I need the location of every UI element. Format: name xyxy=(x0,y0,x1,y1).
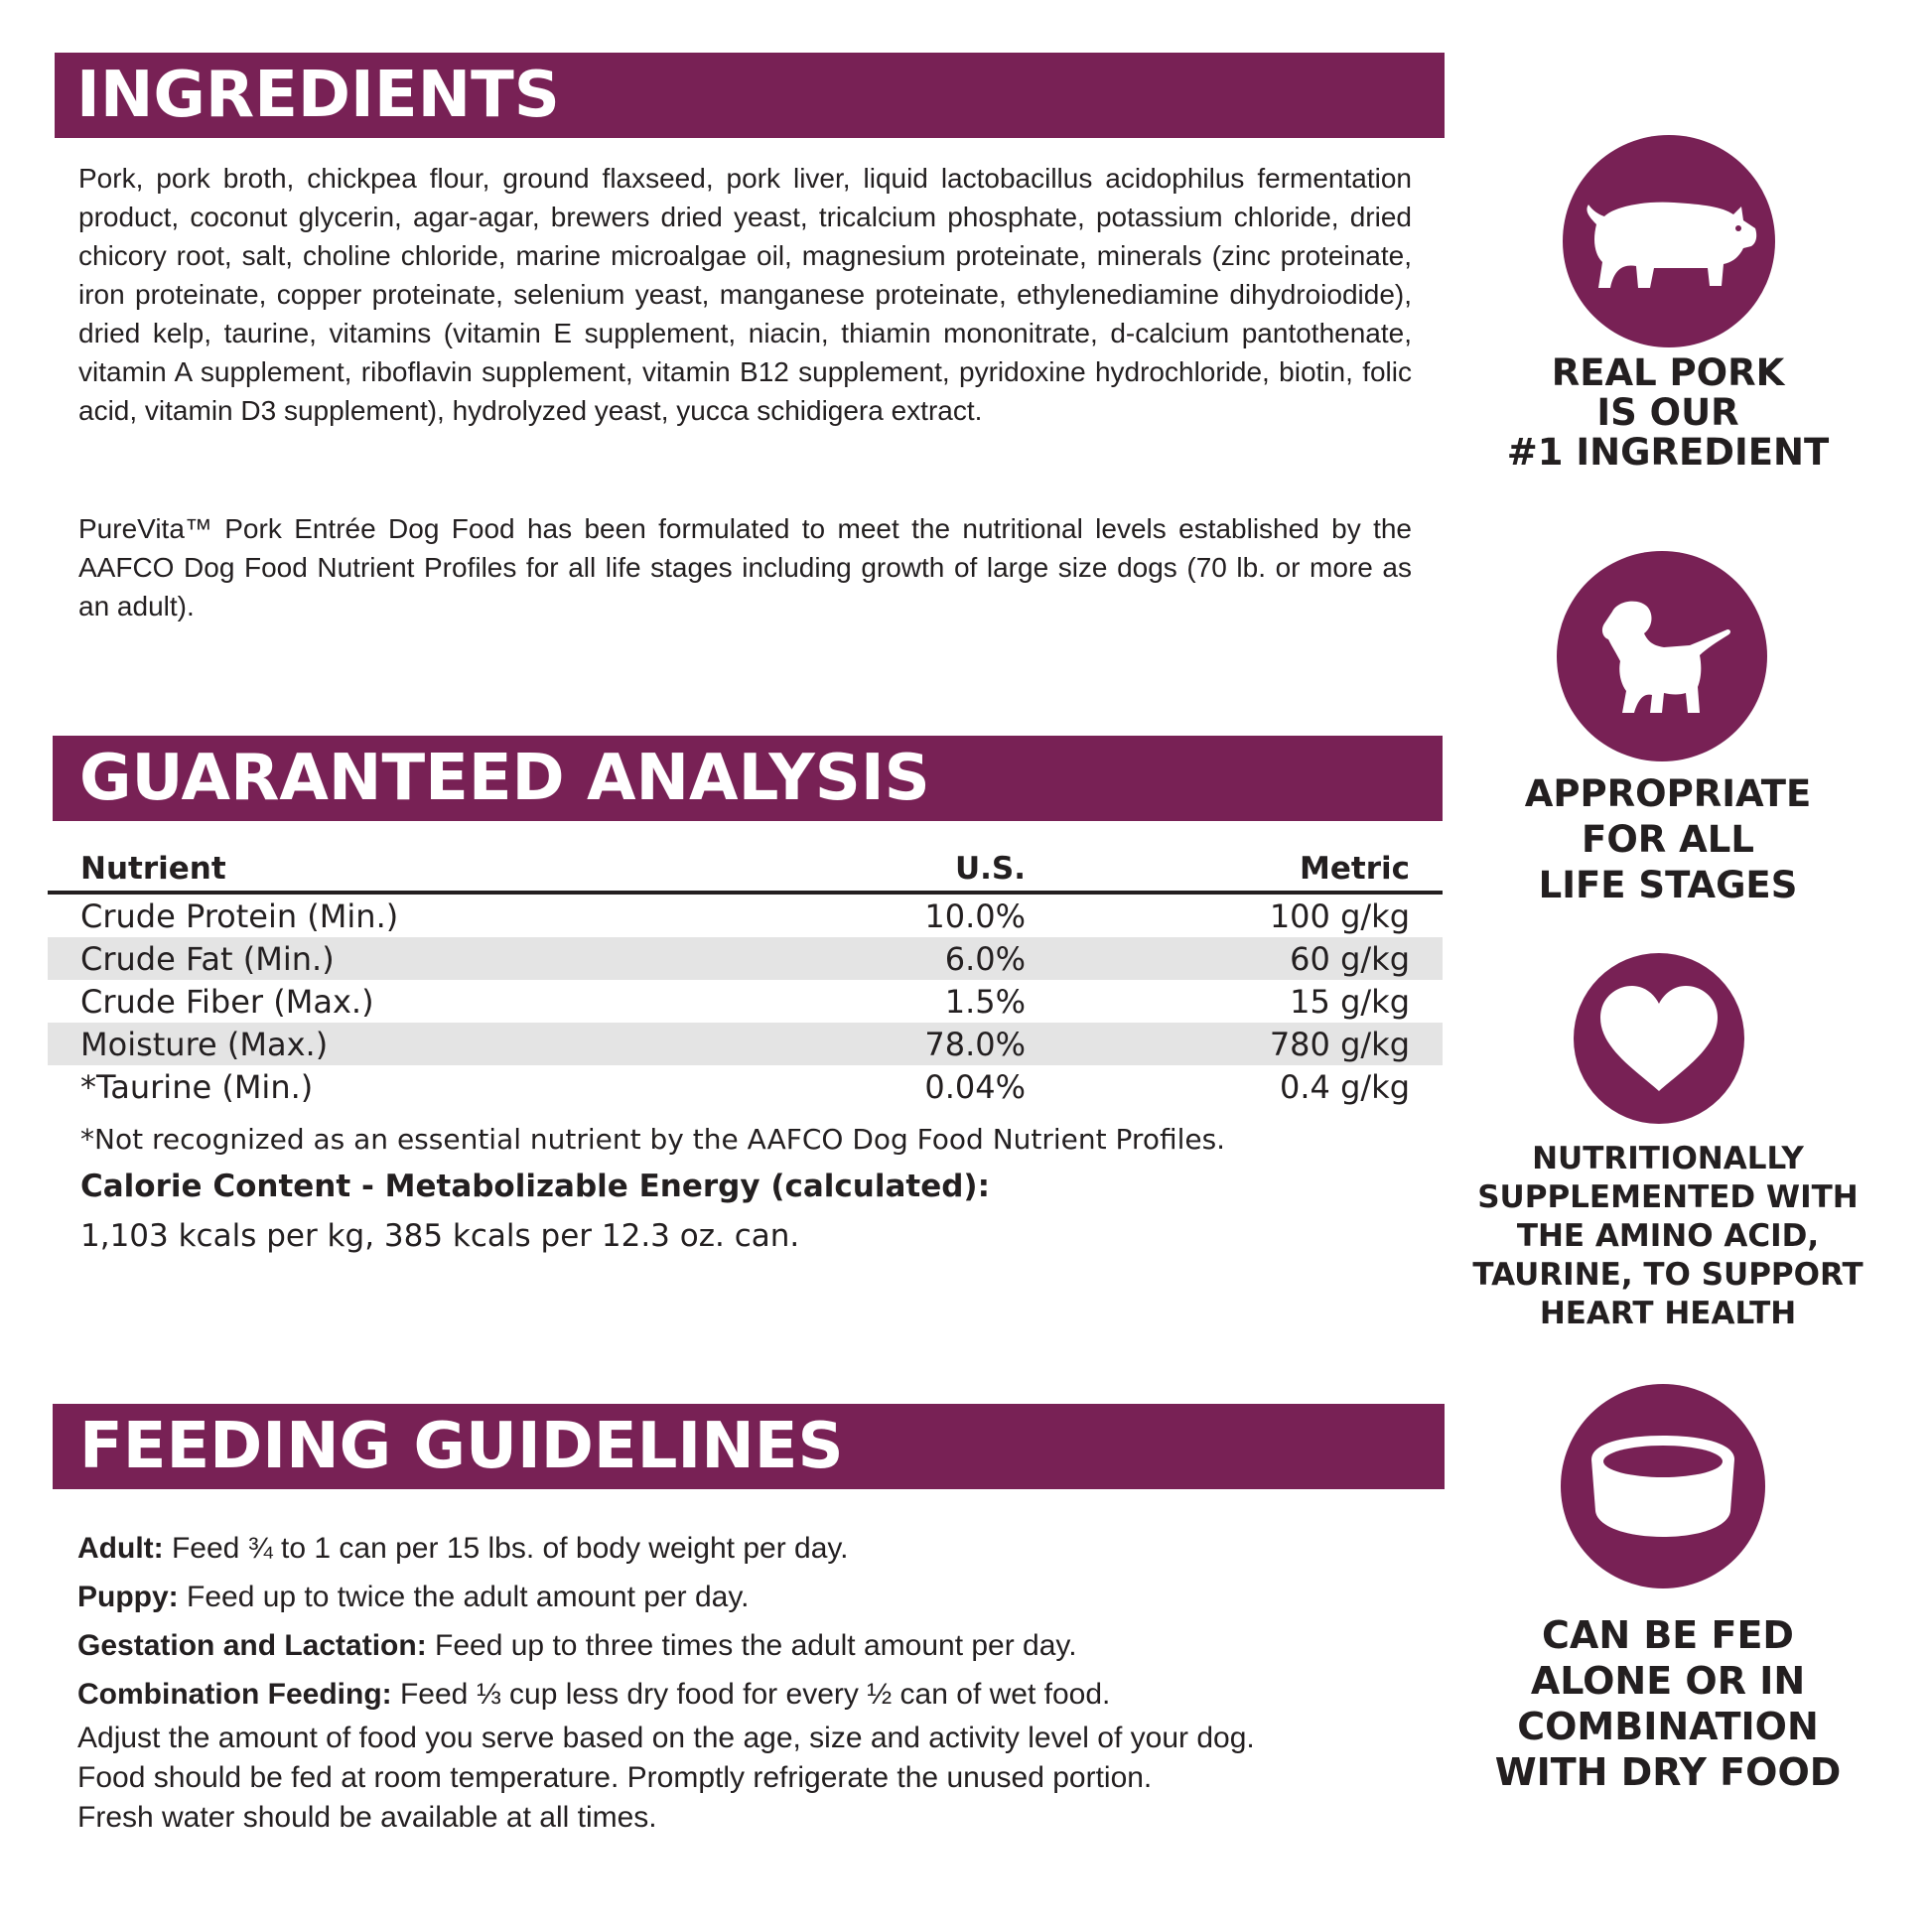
metric-cell: 100 g/kg xyxy=(1269,897,1410,935)
feeding-line-combination xyxy=(77,1670,1428,1719)
feeding-text: Feed up to three times the adult amount per day. xyxy=(426,1629,1077,1662)
feeding-label: Gestation and Lactation: xyxy=(77,1629,427,1662)
table-header-row xyxy=(48,846,1443,895)
feeding-label: Adult: xyxy=(77,1532,164,1565)
ingredients-heading: INGREDIENTS xyxy=(55,53,1445,138)
pig-icon xyxy=(1575,177,1763,306)
feeding-guidelines xyxy=(77,1524,1428,1838)
analysis-table xyxy=(48,846,1443,1108)
header-nutrient: Nutrient xyxy=(80,850,226,887)
feeding-heading: FEEDING GUIDELINES xyxy=(53,1404,1445,1489)
heart-badge xyxy=(1574,953,1744,1124)
badge-text-pork: REAL PORK IS OUR #1 INGREDIENT xyxy=(1506,351,1830,474)
pig-badge xyxy=(1563,135,1775,347)
ingredients-list: Pork, pork broth, chickpea flour, ground flaxseed, pork liver, liquid lactobacillus acidophilus fermentation product, coconut glycerin, agar-agar, brewers dried yeast, tricalcium phosphate, potassium chloride, dried chicory root, salt, choline chloride, marine microalgae oil, magnesium proteinate, minerals (zinc proteinate, iron proteinate, copper proteinate, selenium yeast, manganese proteinate, ethylenediamine dihydroiodide), dried kelp, taurine, vitamins (vitamin E supplement, niacin, thiamin mononitrate, d-calcium pantothenate, vitamin A supplement, riboflavin supplement, vitamin B12 supplement, pyridoxine hydrochloride, biotin, folic acid, vitamin D3 supplement), hydrolyzed yeast, yucca schidigera extract. xyxy=(78,163,1412,426)
feeding-text: Feed ⅓ cup less dry food for every ½ can of wet food. xyxy=(391,1678,1111,1711)
bowl-badge xyxy=(1561,1384,1765,1588)
badge-text-taurine: NUTRITIONALLY SUPPLEMENTED WITH THE AMINO ACID, TAURINE, TO SUPPORT HEART HEALTH xyxy=(1472,1141,1863,1331)
us-cell: 0.04% xyxy=(924,1067,1026,1106)
nutrient-cell: Crude Protein (Min.) xyxy=(80,897,399,935)
formulation-statement: PureVita™ Pork Entrée Dog Food has been formulated to meet the nutritional levels established by the AAFCO Dog Food Nutrient Profiles for all life stages including growth of large size dogs (70 lb. or more as an adult). xyxy=(78,513,1412,621)
us-cell: 6.0% xyxy=(944,939,1026,978)
table-row xyxy=(48,980,1443,1023)
metric-cell: 780 g/kg xyxy=(1269,1025,1410,1063)
table-row xyxy=(48,1023,1443,1065)
metric-cell: 15 g/kg xyxy=(1290,982,1410,1021)
feeding-label: Puppy: xyxy=(77,1581,179,1613)
metric-cell: 0.4 g/kg xyxy=(1280,1067,1410,1106)
table-row xyxy=(48,895,1443,937)
taurine-footnote: *Not recognized as an essential nutrient by the AAFCO Dog Food Nutrient Profiles. xyxy=(80,1123,1226,1156)
feeding-line-adult xyxy=(77,1524,1428,1573)
badge-text-combination: CAN BE FED ALONE OR IN COMBINATION WITH DRY FOOD xyxy=(1494,1613,1842,1794)
puppy-badge xyxy=(1557,551,1767,761)
feeding-note: Fresh water should be available at all times. xyxy=(77,1801,657,1834)
feeding-line-gestation xyxy=(77,1621,1428,1670)
header-metric: Metric xyxy=(1300,850,1410,887)
nutrient-cell: *Taurine (Min.) xyxy=(80,1067,314,1106)
table-row xyxy=(48,1065,1443,1108)
header-us: U.S. xyxy=(954,850,1026,887)
analysis-heading: GUARANTEED ANALYSIS xyxy=(53,736,1443,821)
feeding-note: Food should be fed at room temperature. Promptly refrigerate the unused portion. xyxy=(77,1761,1153,1794)
puppy-icon xyxy=(1583,592,1741,721)
feeding-line-puppy xyxy=(77,1573,1428,1621)
calorie-label: Calorie Content - Metabolizable Energy (calculated): xyxy=(80,1169,990,1204)
nutrient-cell: Crude Fiber (Max.) xyxy=(80,982,374,1021)
bowl-icon xyxy=(1584,1432,1742,1541)
nutrient-cell: Crude Fat (Min.) xyxy=(80,939,335,978)
feeding-text: Feed up to twice the adult amount per day. xyxy=(178,1581,750,1613)
feeding-text: Feed ¾ to 1 can per 15 lbs. of body weight per day. xyxy=(163,1532,849,1565)
feeding-note: Adjust the amount of food you serve based on the age, size and activity level of your dog. xyxy=(77,1722,1255,1754)
heart-icon xyxy=(1594,982,1724,1096)
nutrient-cell: Moisture (Max.) xyxy=(80,1025,329,1063)
feeding-label: Combination Feeding: xyxy=(77,1678,392,1711)
us-cell: 1.5% xyxy=(944,982,1026,1021)
us-cell: 78.0% xyxy=(924,1025,1026,1063)
us-cell: 10.0% xyxy=(924,897,1026,935)
badge-text-life-stages: APPROPRIATE FOR ALL LIFE STAGES xyxy=(1524,772,1812,906)
metric-cell: 60 g/kg xyxy=(1290,939,1410,978)
calorie-value: 1,103 kcals per kg, 385 kcals per 12.3 oz. can. xyxy=(80,1218,800,1254)
table-row xyxy=(48,937,1443,980)
